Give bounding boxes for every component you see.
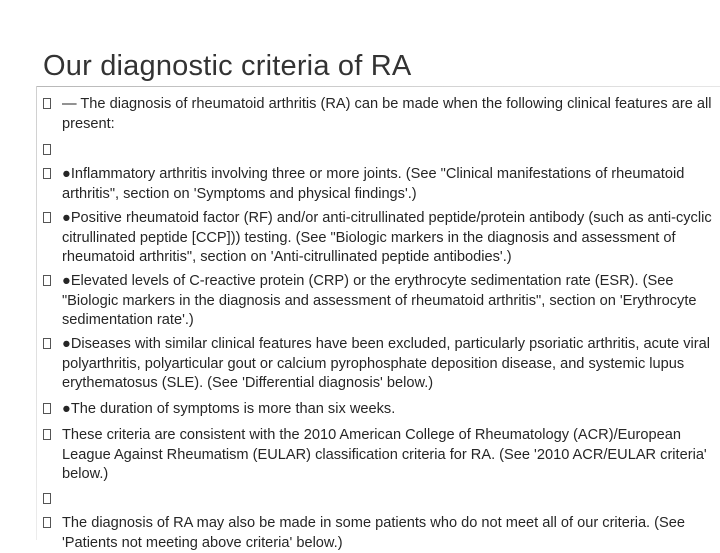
bullet-text: — The diagnosis of rheumatoid arthritis (RA) can be made when the following clinical features are all present:: [62, 96, 712, 132]
bullet-marker-icon: [43, 144, 51, 155]
bullet-marker-icon: [43, 275, 51, 286]
bullet-marker-icon: [43, 493, 51, 504]
bullet-marker-icon: [43, 338, 51, 349]
bullet-marker-icon: [43, 429, 51, 440]
bullet-marker-icon: [43, 98, 51, 109]
bullet-text: ●Elevated levels of C-reactive protein (CRP) or the erythrocyte sedimentation rate (ESR). (See "Biologic markers in the diagnosis and assessment of rheumatoid arthritis", section on 'Erythrocyte sedimentation rate'.): [62, 273, 697, 328]
slide-title: Our diagnostic criteria of RA: [43, 50, 412, 82]
bullet-text: The diagnosis of RA may also be made in some patients who do not meet all of our criteria. (See 'Patients not meeting above criteria' below.): [62, 515, 685, 551]
bullet-marker-icon: [43, 168, 51, 179]
bullet-marker-icon: [43, 517, 51, 528]
bullet-marker-icon: [43, 212, 51, 223]
bullet-text: ●Positive rheumatoid factor (RF) and/or anti-citrullinated peptide/protein antibody (such as anti-cyclic citrullinated peptide [CCP])) testing. (See "Biologic markers in the diagnosis and assessment of rheumatoid arthritis", section on 'Anti-citrullinated peptide antibodies'.): [62, 210, 712, 265]
bullet-text: ●Inflammatory arthritis involving three or more joints. (See "Clinical manifestations of rheumatoid arthritis", section on 'Symptoms and physical findings'.): [62, 166, 685, 202]
bullet-marker-icon: [43, 403, 51, 414]
bullet-text: These criteria are consistent with the 2010 American College of Rheumatology (ACR)/European League Against Rheumatism (EULAR) classification criteria for RA. (See '2010 ACR/EULAR criteria' below.): [62, 427, 707, 482]
bullet-text: ●Diseases with similar clinical features have been excluded, particularly psoriatic arthritis, acute viral polyarthritis, polyarticular gout or calcium pyrophosphate deposition disease, and systemic lupus erythematosus (SLE). (See 'Differential diagnosis' below.): [62, 336, 710, 391]
bullet-text: ●The duration of symptoms is more than six weeks.: [62, 401, 396, 417]
